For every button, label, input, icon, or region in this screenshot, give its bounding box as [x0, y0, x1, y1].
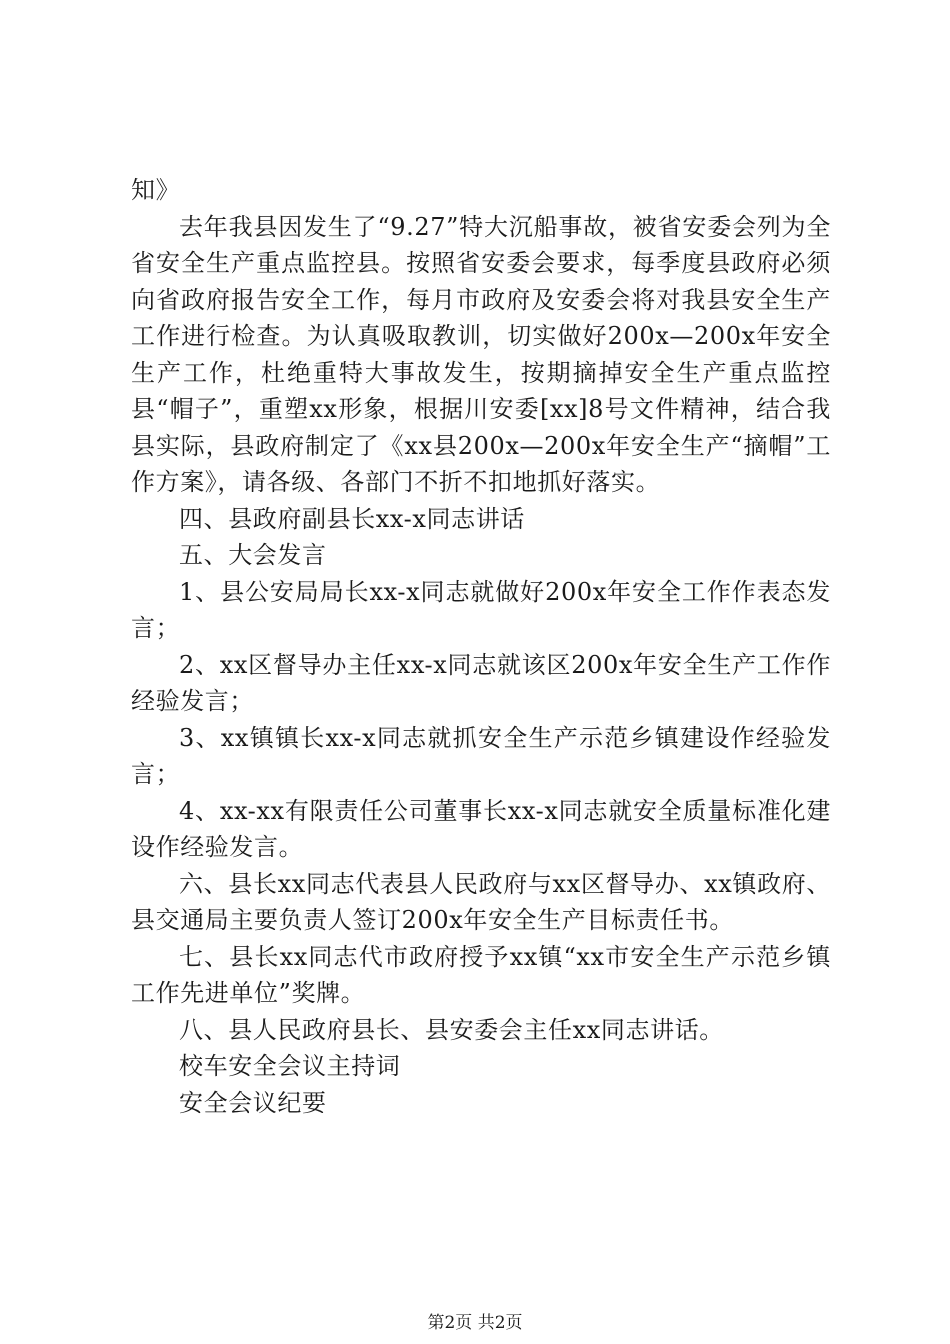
- page-footer: 第2页 共2页: [427, 1313, 523, 1333]
- speech-item-3: 3、xx镇镇长xx-x同志就抓安全生产示范乡镇建设作经验发言；: [131, 723, 831, 788]
- agenda-item-4: 四、县政府副县长xx-x同志讲话: [179, 504, 525, 533]
- speech-item-2: 2、xx区督导办主任xx-x同志就该区200x年安全生产工作作经验发言；: [131, 650, 831, 715]
- agenda-item-7: 七、县长xx同志代市政府授予xx镇“xx市安全生产示范乡镇工作先进单位”奖牌。: [131, 942, 831, 1007]
- related-title-2: 安全会议纪要: [179, 1088, 327, 1117]
- paragraph-continuation: 知》: [131, 176, 181, 204]
- agenda-item-6: 六、县长xx同志代表县人民政府与xx区督导办、xx镇政府、县交通局主要负责人签订200x年安全生产目标责任书。: [131, 869, 831, 934]
- speech-item-4: 4、xx-xx有限责任公司董事长xx-x同志就安全质量标准化建设作经验发言。: [131, 796, 831, 861]
- related-title-1: 校车安全会议主持词: [179, 1052, 401, 1080]
- agenda-item-8: 八、县人民政府县长、县安委会主任xx同志讲话。: [179, 1015, 724, 1044]
- paragraph-background: 去年我县因发生了“9.27”特大沉船事故，被省安委会列为全省安全生产重点监控县。按照省安委会要求，每季度县政府必须向省政府报告安全工作，每月市政府及安委会将对我县安全生产工作进行检查。为认真吸取教训，切实做好200x—200x年安全生产工作，杜绝重特大事故发生，按期摘掉安全生产重点监控县“帽子”，重塑xx形象，根据川安委[xx]8号文件精神，结合我县实际，县政府制定了《xx县200x—200x年安全生产“摘帽”工作方案》，请各级、各部门不折不扣地抓好落实。: [131, 212, 831, 496]
- speech-item-1: 1、县公安局局长xx-x同志就做好200x年安全工作作表态发言；: [131, 577, 831, 642]
- agenda-item-5: 五、大会发言: [179, 541, 327, 569]
- document-body: [131, 172, 831, 1121]
